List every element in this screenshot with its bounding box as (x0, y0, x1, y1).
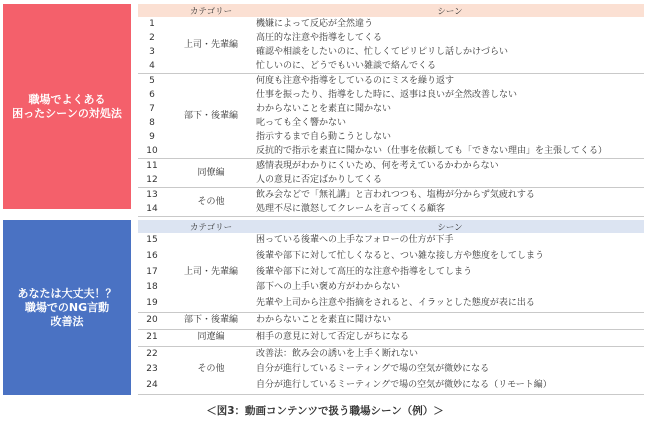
table-row (138, 312, 644, 329)
scene-cell: 機嫌によって反応が全然違う (256, 19, 374, 29)
header-category: カテゴリー (166, 4, 256, 17)
category-cell: 部下・後輩編 (166, 312, 256, 329)
table-row (138, 74, 644, 89)
panel-workplace-troubles (3, 4, 131, 209)
category-cell: その他 (166, 346, 256, 394)
scene-cell: 困っている後輩への上手なフォローの仕方が下手 (256, 235, 454, 245)
table-ng-scenes (138, 220, 644, 395)
header-scene: シーン (256, 4, 644, 17)
scene-cell: 自分が進行しているミーティングで場の空気が微妙になる（リモート編） (256, 378, 644, 394)
row-number: 23 (146, 364, 158, 375)
scene-cell: わからないことを素直に聞かない (256, 104, 392, 114)
row-number: 10 (138, 144, 166, 159)
scene-cell: 高圧的な注意や指導をしてくる (256, 33, 383, 43)
scene-cell: 後輩や部下に対して忙しくなると、つい雑な接し方や態度をしてしまう (256, 250, 545, 261)
panel-ng-behavior-title: あなたは大丈夫！？ 職場でのNG言動 改善法 (17, 286, 117, 328)
row-number: 24 (138, 378, 166, 394)
table-row (138, 233, 644, 249)
scene-cell: 指示するまで自ら動こうとしない (256, 132, 392, 142)
row-number: 1 (149, 19, 155, 29)
row-number: 16 (146, 250, 158, 261)
row-number: 21 (138, 329, 166, 346)
row-number: 17 (146, 266, 158, 277)
table-row (138, 329, 644, 346)
scene-cell: 仕事を振ったり、指導をした時に、返事は良いが全然改善しない (256, 90, 518, 100)
scene-cell: 処理不尽に激怒してクレームを言ってくる顧客 (256, 202, 644, 217)
table-header-row (138, 4, 644, 17)
table-row (138, 159, 644, 174)
scene-cell: 部下への上手い褒め方がわからない (256, 282, 401, 293)
table-trouble-scenes (138, 4, 644, 217)
scene-cell: 反抗的で指示を素直に聞かない（仕事を依頼しても「できない理由」を主張してくる） (256, 144, 644, 159)
panel-workplace-troubles-title: 職場でよくある 困ったシーンの対処法 (12, 92, 122, 120)
header-number (138, 4, 166, 17)
row-number: 14 (138, 202, 166, 217)
scene-cell: わからないことを素直に聞けない (256, 312, 644, 329)
category-cell: その他 (166, 188, 256, 217)
table-row (138, 346, 644, 362)
scene-cell: 忙しいのに、どうでもいい雑談で絡んでくる (256, 59, 644, 74)
scene-cell: 改善法：飲み会の誘いを上手く断れない (256, 348, 419, 359)
scene-cell: 叱っても全く響かない (256, 118, 347, 128)
scene-cell: 確認や相談をしたいのに、忙しくてピリピリし話しかけづらい (256, 47, 509, 57)
scene-cell: 感情表現がわかりにくいため、何を考えているかわからない (256, 161, 499, 171)
row-number: 22 (146, 348, 158, 359)
scene-cell: 相手の意見に対して否定しがちになる (256, 329, 644, 346)
header-category: カテゴリー (166, 220, 256, 233)
row-number: 18 (146, 282, 158, 293)
row-number: 7 (149, 104, 155, 114)
panel-ng-behavior (3, 220, 131, 395)
row-number: 9 (149, 132, 155, 142)
row-number: 15 (146, 235, 158, 245)
scene-cell: 後輩や部下に対して高圧的な注意や指導をしてしまう (256, 266, 473, 277)
row-number: 13 (146, 190, 158, 200)
category-cell: 上司・先輩編 (166, 17, 256, 74)
category-cell: 同僚編 (166, 159, 256, 188)
header-number (138, 220, 166, 233)
table-row (138, 188, 644, 203)
scene-cell: 飲み会などで「無礼講」と言われつつも、塩梅が分からず気疲れする (256, 190, 535, 200)
row-number: 19 (138, 296, 166, 312)
row-number: 4 (138, 59, 166, 74)
row-number: 12 (138, 173, 166, 188)
row-number: 5 (149, 76, 155, 86)
row-number: 3 (149, 47, 155, 57)
header-scene: シーン (256, 220, 644, 233)
category-cell: 上司・先輩編 (166, 233, 256, 312)
table-row (138, 17, 644, 31)
row-number: 8 (149, 118, 155, 128)
scene-cell: 先輩や上司から注意や指摘をされると、イラッとした態度が表に出る (256, 296, 644, 312)
scene-cell: 何度も注意や指導をしているのにミスを繰り返す (256, 76, 455, 86)
category-cell: 同遼編 (166, 329, 256, 346)
table-header-row (138, 220, 644, 233)
row-number: 20 (138, 312, 166, 329)
row-number: 2 (149, 33, 155, 43)
figure-caption: ＜図3：動画コンテンツで扱う職場シーン（例）＞ (206, 405, 444, 417)
row-number: 6 (149, 90, 155, 100)
row-number: 11 (146, 161, 158, 171)
category-cell: 部下・後輩編 (166, 74, 256, 159)
scene-cell: 人の意見に否定ばかりしてくる (256, 173, 644, 188)
scene-cell: 自分が進行しているミーティングで場の空気が微妙になる (256, 364, 490, 375)
